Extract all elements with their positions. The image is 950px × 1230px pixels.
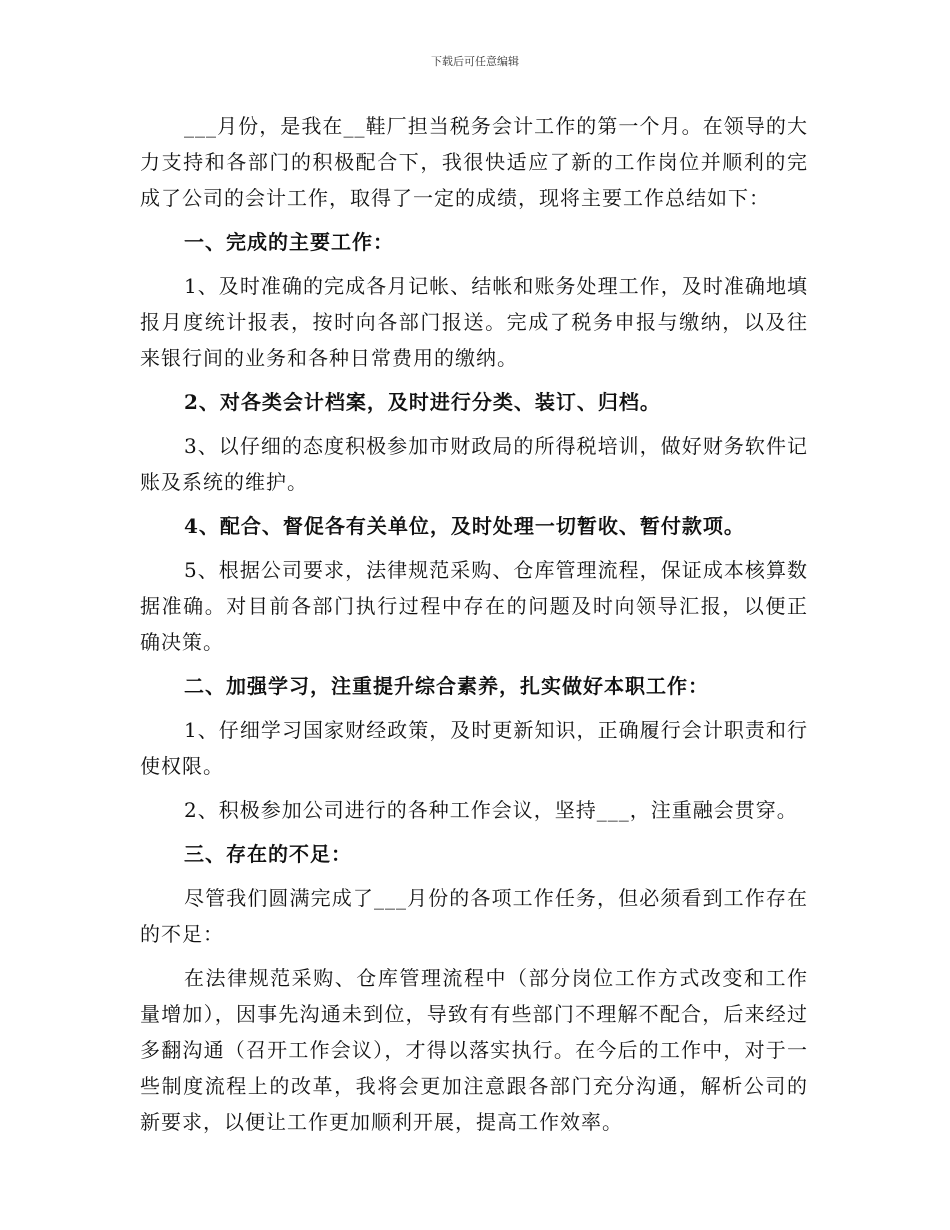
section-heading-main-work: 一、完成的主要工作： — [184, 230, 394, 254]
section-heading-study: 二、加强学习，注重提升综合素养，扎实做好本职工作： — [184, 674, 709, 698]
study-item-1: 1、仔细学习国家财经政策，及时更新知识，正确履行会计职责和行使权限。 — [140, 718, 808, 778]
list-item-4: 4、配合、督促各有关单位，及时处理一切暂收、暂付款项。 — [184, 514, 745, 538]
list-item-2: 2、对各类会计档案，及时进行分类、装订、归档。 — [184, 390, 661, 414]
study-item-2: 2、积极参加公司进行的各种工作会议，坚持___，注重融会贯穿。 — [184, 798, 798, 822]
list-item-1: 1、及时准确的完成各月记帐、结帐和账务处理工作，及时准确地填报月度统计报表，按时向各部门报送。完成了税务申报与缴纳，以及往来银行间的业务和各种日常费用的缴纳。 — [140, 274, 808, 370]
page-header: 下载后可任意编辑 — [431, 55, 519, 68]
list-item-5: 5、根据公司要求，法律规范采购、仓库管理流程，保证成本核算数据准确。对目前各部门执行过程中存在的问题及时向领导汇报，以便正确决策。 — [140, 558, 808, 654]
list-item-3: 3、以仔细的态度积极参加市财政局的所得税培训，做好财务软件记账及系统的维护。 — [140, 434, 808, 494]
shortcomings-paragraph-1: 尽管我们圆满完成了___月份的各项工作任务，但必须看到工作存在的不足： — [140, 886, 808, 946]
document-body — [140, 108, 808, 1148]
shortcomings-paragraph-2: 在法律规范采购、仓库管理流程中（部分岗位工作方式改变和工作量增加），因事先沟通未到位，导致有有些部门不理解不配合，后来经过多翻沟通（召开工作会议），才得以落实执行。在今后的工作中，对于一些制度流程上的改革，我将会更加注意跟各部门充分沟通，解析公司的新要求，以便让工作更加顺利开展，提高工作效率。 — [140, 966, 808, 1134]
intro-paragraph: ___月份，是我在__鞋厂担当税务会计工作的第一个月。在领导的大力支持和各部门的积极配合下，我很快适应了新的工作岗位并顺利的完成了公司的会计工作，取得了一定的成绩，现将主要工作总结如下： — [140, 114, 808, 210]
section-heading-shortcomings: 三、存在的不足： — [184, 842, 352, 866]
